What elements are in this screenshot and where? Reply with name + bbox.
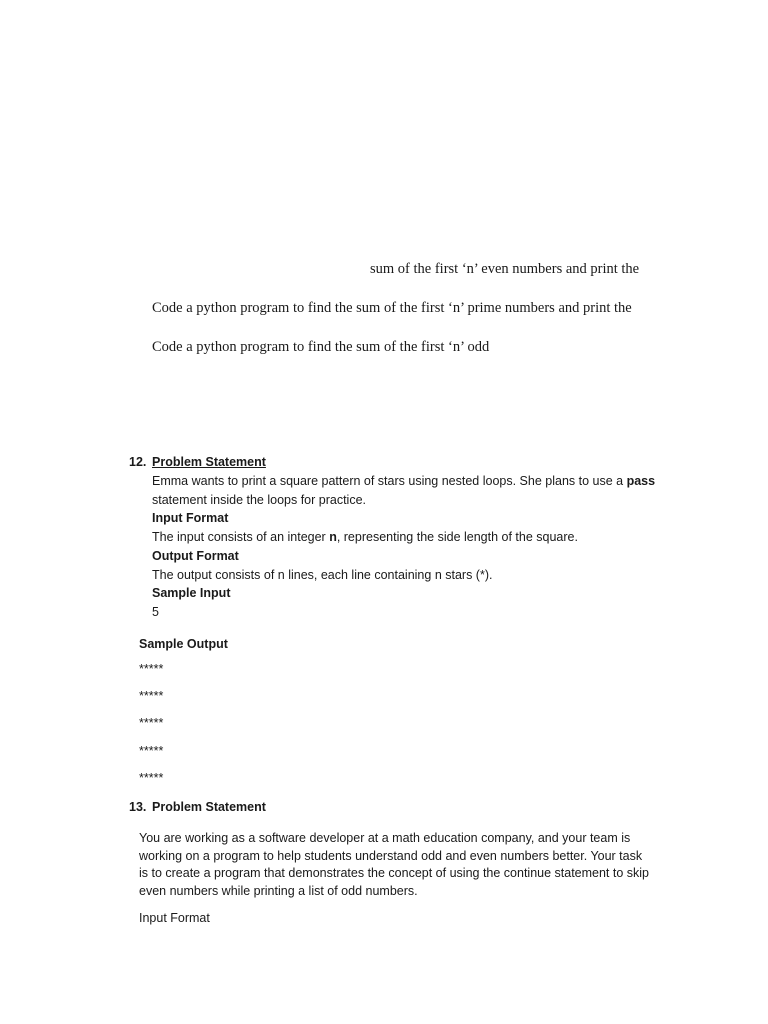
sample-output-line: ***** xyxy=(139,716,164,730)
problem-12-number: 12. xyxy=(129,455,147,469)
input-variable-n: n xyxy=(329,530,337,544)
description-line: even numbers while printing a list of odd numbers. xyxy=(139,883,418,898)
fragment-line-prime: Code a python program to find the sum of the first ‘n’ prime numbers and print the xyxy=(152,300,632,316)
pass-keyword: pass xyxy=(626,474,656,488)
problem-13-input-format-label: Input Format xyxy=(139,911,210,925)
fragment-line-even: sum of the first ‘n’ even numbers and print the xyxy=(370,261,640,277)
problem-12-output-format-label: Output Format xyxy=(152,549,239,563)
problem-12-input-description xyxy=(152,531,578,544)
description-line: is to create a program that demonstrates the concept of using the continue statement to skip xyxy=(139,866,650,880)
input-text-pre: The input consists of an integer xyxy=(152,530,330,544)
input-text-post: , representing the side length of the square. xyxy=(336,530,578,544)
description-line: You are working as a software developer at a math education company, and your team is xyxy=(139,831,631,845)
sample-output-line: ***** xyxy=(139,689,164,703)
problem-13-description xyxy=(139,830,679,900)
sample-output-line: ***** xyxy=(139,662,164,676)
sample-output-line: ***** xyxy=(139,744,164,758)
sample-output-line: ***** xyxy=(139,771,164,785)
problem-12-sample-input-label: Sample Input xyxy=(152,586,231,600)
problem-13-number: 13. xyxy=(129,800,147,814)
problem-12-heading: Problem Statement xyxy=(152,455,266,469)
problem-12-sample-input-value: 5 xyxy=(152,605,159,619)
description-line: working on a program to help students understand odd and even numbers better. Your task xyxy=(139,848,643,863)
problem-12-description-line2: statement inside the loops for practice. xyxy=(152,493,367,507)
fragment-line-odd: Code a python program to find the sum of the first ‘n’ odd xyxy=(152,339,490,355)
problem-13-heading: Problem Statement xyxy=(152,800,266,814)
problem-12-sample-output-label: Sample Output xyxy=(139,637,228,651)
problem-12-output-description: The output consists of n lines, each line containing n stars (*). xyxy=(152,568,493,582)
description-text: Emma wants to print a square pattern of stars using nested loops. She plans to use a xyxy=(152,474,627,488)
problem-12-input-format-label: Input Format xyxy=(152,511,229,525)
problem-12-description-line1 xyxy=(152,475,655,488)
